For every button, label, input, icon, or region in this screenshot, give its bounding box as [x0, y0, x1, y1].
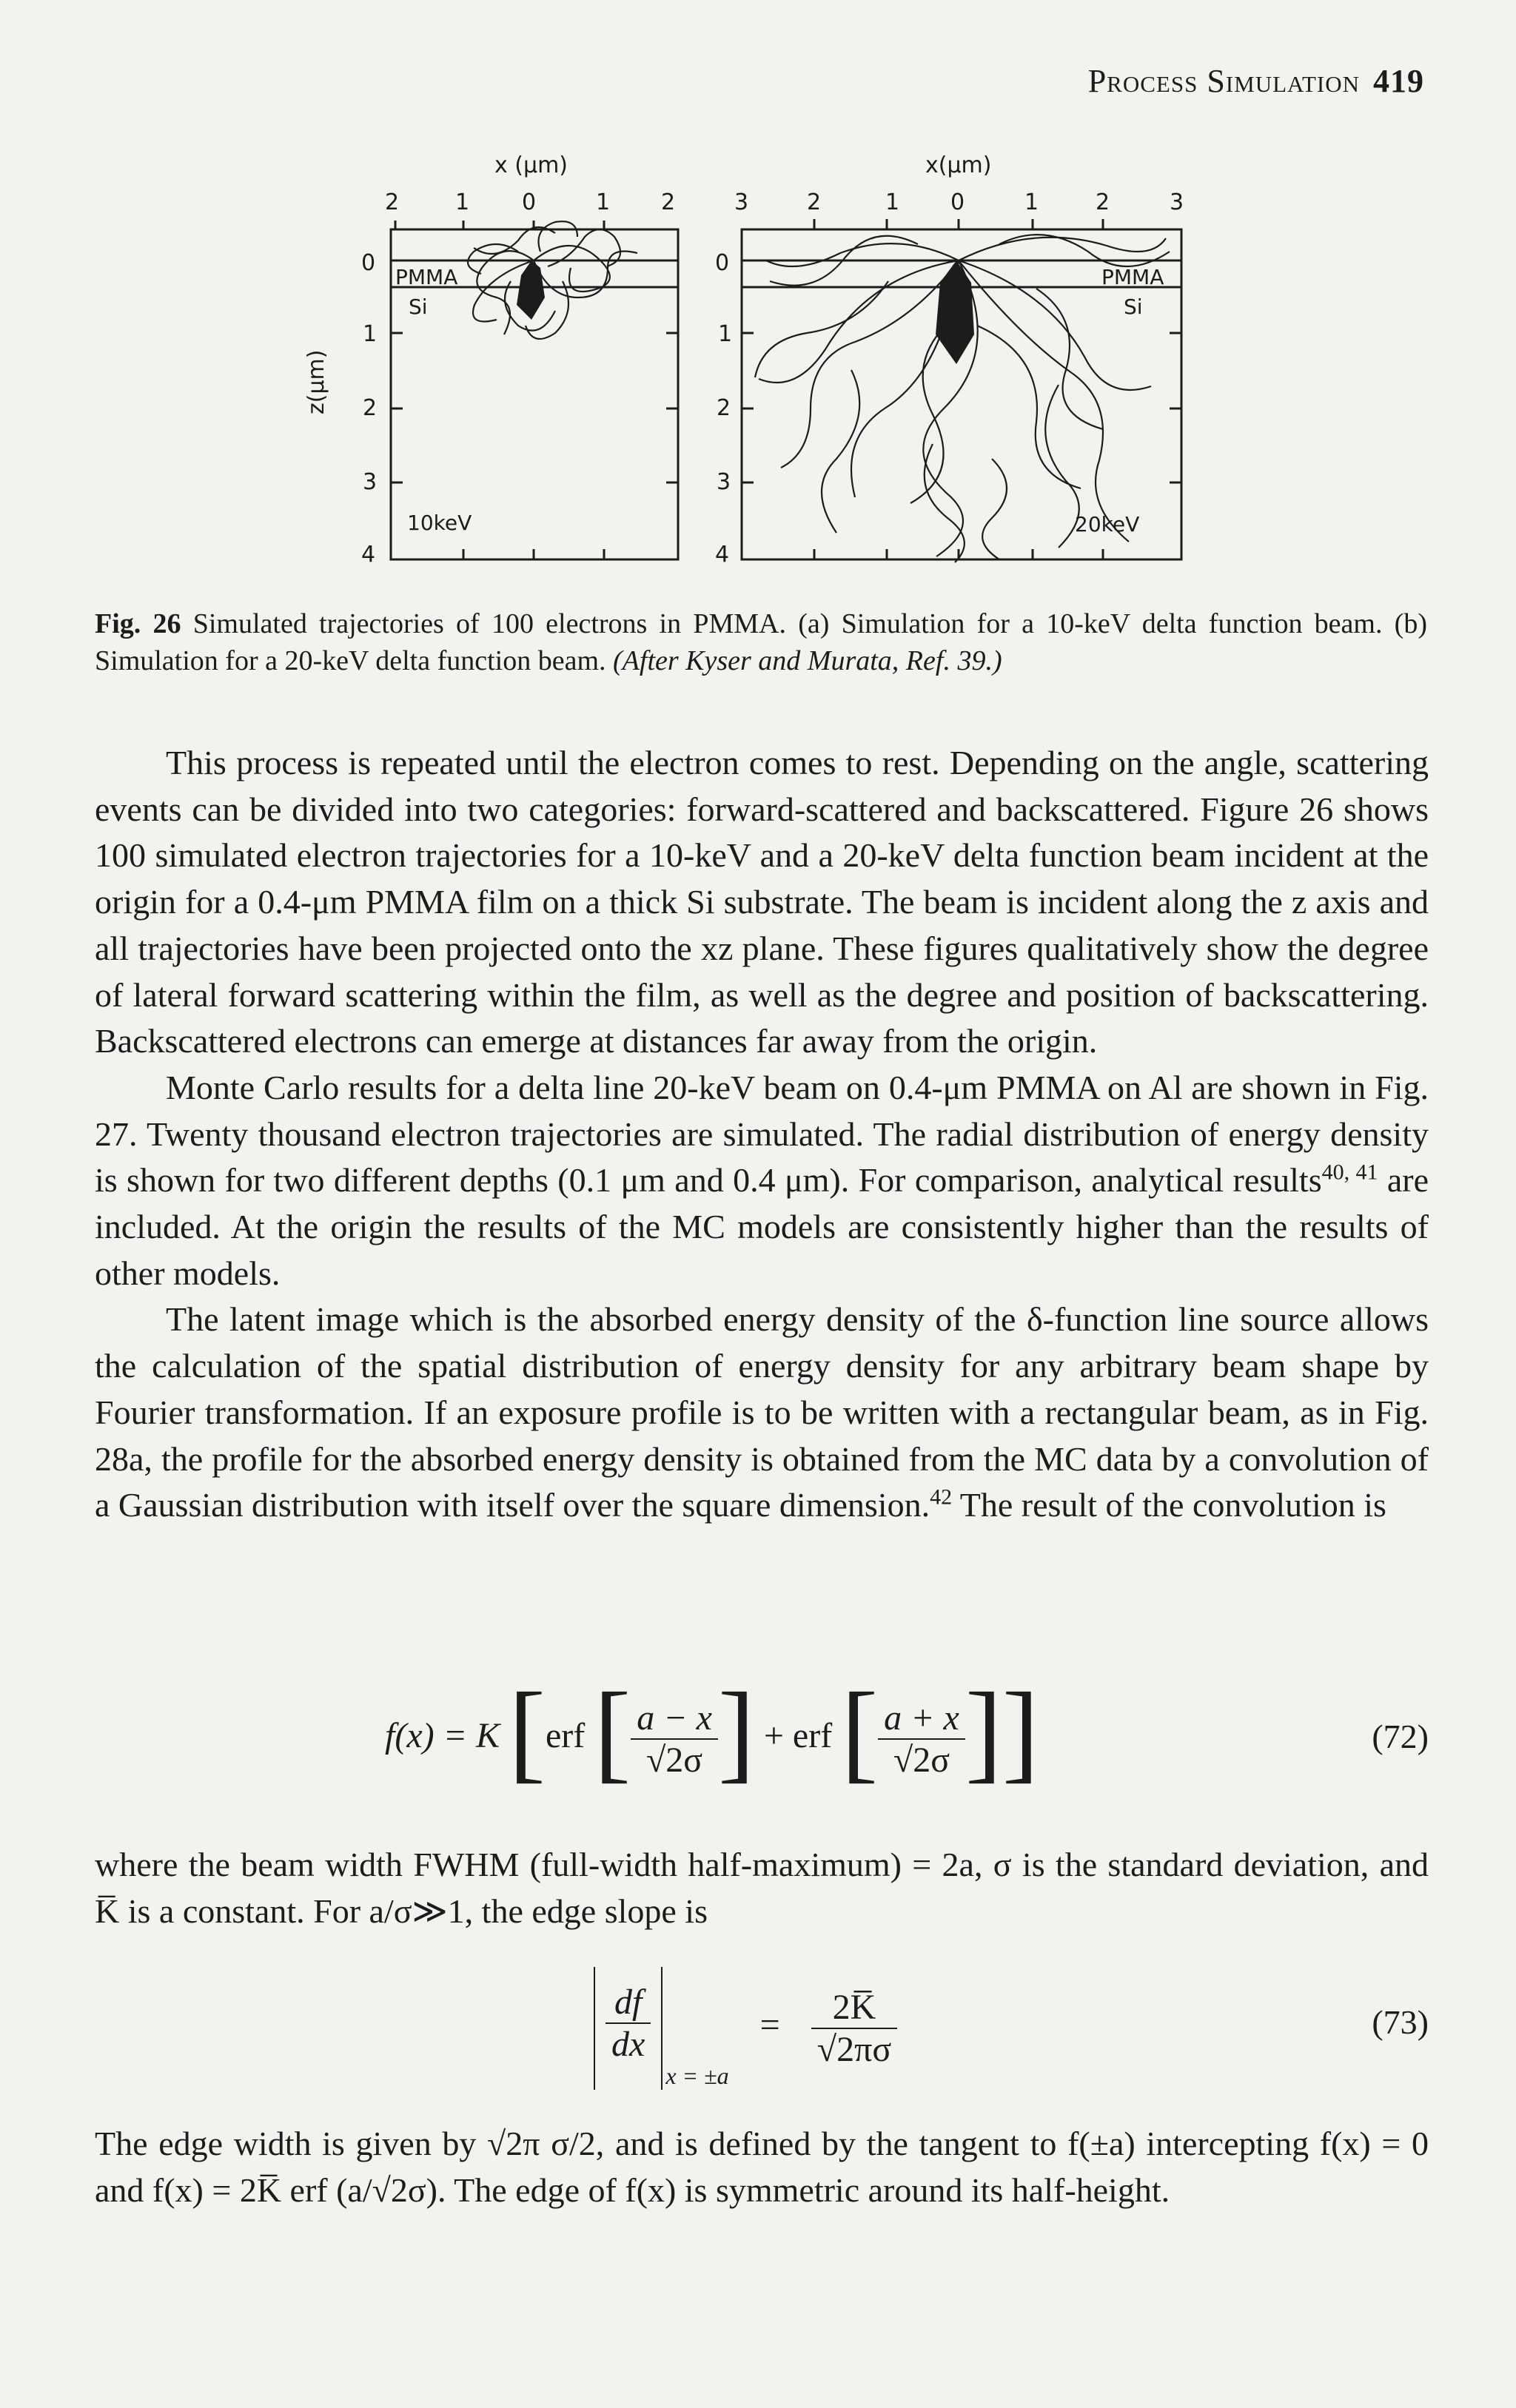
figure-panel-b	[0, 0, 1258, 592]
paragraph-5: The edge width is given by √2π σ/2, and is defined by the tangent to f(±a) intercepting f(x) = 0 and f(x) = 2K̅ erf (a/√2σ). The edge of f(x) is symmetric around its half-height.	[95, 2125, 1429, 2209]
eq72-denominator-1: √2σ	[645, 1741, 703, 1780]
paragraph-4: where the beam width FWHM (full-width half-maximum) = 2a, σ is the standard deviation, and K̅ is a constant. For a/σ≫1, the edge slope is	[95, 1846, 1429, 1930]
panel-a-xtick: 1	[596, 189, 611, 215]
panel-a-xtick: 2	[385, 189, 400, 215]
figure-label: Fig. 26	[95, 608, 181, 639]
eq73-derivative	[606, 1982, 651, 2065]
eq72-fraction-2	[878, 1698, 965, 1780]
panel-a-si-label: Si	[409, 295, 428, 319]
panel-b-xtick: 2	[1096, 189, 1110, 215]
eq72-plus-erf: + erf	[763, 1716, 833, 1756]
panel-b-ytick: 3	[717, 469, 731, 495]
panel-a-ytick: 2	[363, 395, 378, 421]
panel-b-xtick: 1	[1024, 189, 1039, 215]
panel-a-energy-label: 10keV	[407, 511, 472, 535]
panel-b-ytick: 2	[717, 395, 731, 421]
panel-b-xtick: 3	[734, 189, 749, 215]
panel-b-plot	[0, 0, 1258, 592]
body-text-main	[95, 740, 1429, 1529]
panel-b-si-label: Si	[1124, 295, 1143, 319]
eq72-fraction-1	[631, 1698, 718, 1780]
paragraph-3-text-b: The result of the convolution is	[952, 1486, 1386, 1524]
panel-a-ytick: 1	[363, 321, 378, 347]
panel-b-xtick: 0	[950, 189, 965, 215]
panel-b-pmma-label: PMMA	[1101, 265, 1164, 289]
caption-credit: (After Kyser and Murata, Ref. 39.)	[613, 645, 1002, 676]
panel-b-xtick: 2	[807, 189, 822, 215]
eq73-numerator-left: df	[606, 1982, 651, 2024]
paragraph-1: This process is repeated until the electron comes to rest. Depending on the angle, scattering events can be divided into two categories: forward-scattered and backscattered. Figure 26 shows 100 simulated electron trajectories for a 10-keV and a 20-keV delta function beam incident at the origin for a 0.4-μm PMMA film on a thick Si substrate. The beam is incident along the z axis and all trajectories have been projected onto the xz plane. These figures qualitatively show the degree of lateral forward scattering within the film, as well as the degree and position of backscattering. Backscattered electrons can emerge at distances far away from the origin.	[95, 744, 1429, 1060]
paragraph-3-ref: 42	[930, 1484, 953, 1510]
eq73-equals: =	[759, 2005, 780, 2045]
equation-73-number: (73)	[1372, 2003, 1429, 2041]
paragraph-3-text-a: The latent image which is the absorbed energy density of the δ-function line source allows the calculation of the spatial distribution of energy density for any arbitrary beam shape by Fourier transformation. If an exposure profile is to be written with a rectangular beam, as in Fig. 28a, the profile for the absorbed energy density is obtained from the MC data by a convolution of a Gaussian distribution with itself over the square dimension.	[95, 1300, 1429, 1524]
eq72-lhs: f(x) = K	[385, 1716, 500, 1756]
equation-72: f(x) = K [erf [ $\frac{a - x}{√2\sigma}$ ] + erf [ $\frac{a + x}{√2\sigma}$ ]]	[385, 1670, 1039, 1793]
panel-a-ytick: 3	[363, 469, 378, 495]
paragraph-2	[95, 1065, 1429, 1297]
eq72-erf1: erf	[545, 1716, 586, 1756]
equation-72-number: (72)	[1372, 1718, 1429, 1755]
panel-a-xtick: 1	[455, 189, 470, 215]
eq73-denominator-left: dx	[611, 2025, 645, 2064]
panel-a-xtick: 2	[661, 189, 676, 215]
page-number: 419	[1373, 63, 1424, 99]
paragraph-2-text-a: Monte Carlo results for a delta line 20-keV beam on 0.4-μm PMMA on Al are shown in Fig. 27. Twenty thousand electron trajectories are simulated. The radial distribution of energy density is shown for two different depths (0.1 μm and 0.4 μm). For comparison, analytical results	[95, 1068, 1429, 1200]
eq73-fraction-right	[811, 1987, 897, 2070]
panel-b-x-axis-title: x(μm)	[925, 152, 992, 178]
panel-a-x-axis-title: x (μm)	[494, 152, 568, 178]
eq73-subscript: x = ±a	[665, 2062, 729, 2089]
eq72-numerator-1: a − x	[631, 1698, 718, 1740]
eq72-numerator-2: a + x	[878, 1698, 965, 1740]
panel-a-y-axis-title: z(μm)	[303, 349, 329, 414]
paragraph-3	[95, 1297, 1429, 1529]
panel-a-pmma-label: PMMA	[395, 265, 458, 289]
caption-text: Simulated trajectories of 100 electrons in PMMA. (a) Simulation for a 10-keV delta function beam. (b) Simulation for a 20-keV delta function beam.	[95, 608, 1427, 676]
panel-b-ytick: 0	[715, 250, 730, 276]
panel-b-xtick: 1	[885, 189, 900, 215]
panel-b-xtick: 3	[1170, 189, 1184, 215]
body-text-after-eq72	[95, 1842, 1429, 1934]
paragraph-2-text-b: are included. At the origin the results of the MC models are consistently higher than the results of other models.	[95, 1161, 1429, 1292]
eq73-numerator-right: 2K̅	[811, 1987, 897, 2029]
section-title: Process Simulation	[1087, 63, 1360, 99]
eq72-denominator-2: √2σ	[893, 1741, 950, 1780]
panel-b-ytick: 4	[715, 542, 730, 568]
paragraph-2-ref: 40, 41	[1321, 1160, 1378, 1185]
panel-b-ytick: 1	[718, 321, 733, 347]
equation-73	[594, 1967, 897, 2090]
figure-caption	[95, 605, 1427, 679]
eq73-denominator-right: √2πσ	[816, 2030, 892, 2069]
panel-a-ytick: 4	[361, 542, 376, 568]
panel-b-energy-label: 20keV	[1075, 512, 1140, 537]
panel-a-xtick: 0	[522, 189, 537, 215]
body-text-final	[95, 2121, 1429, 2213]
panel-a-ytick: 0	[361, 250, 376, 276]
